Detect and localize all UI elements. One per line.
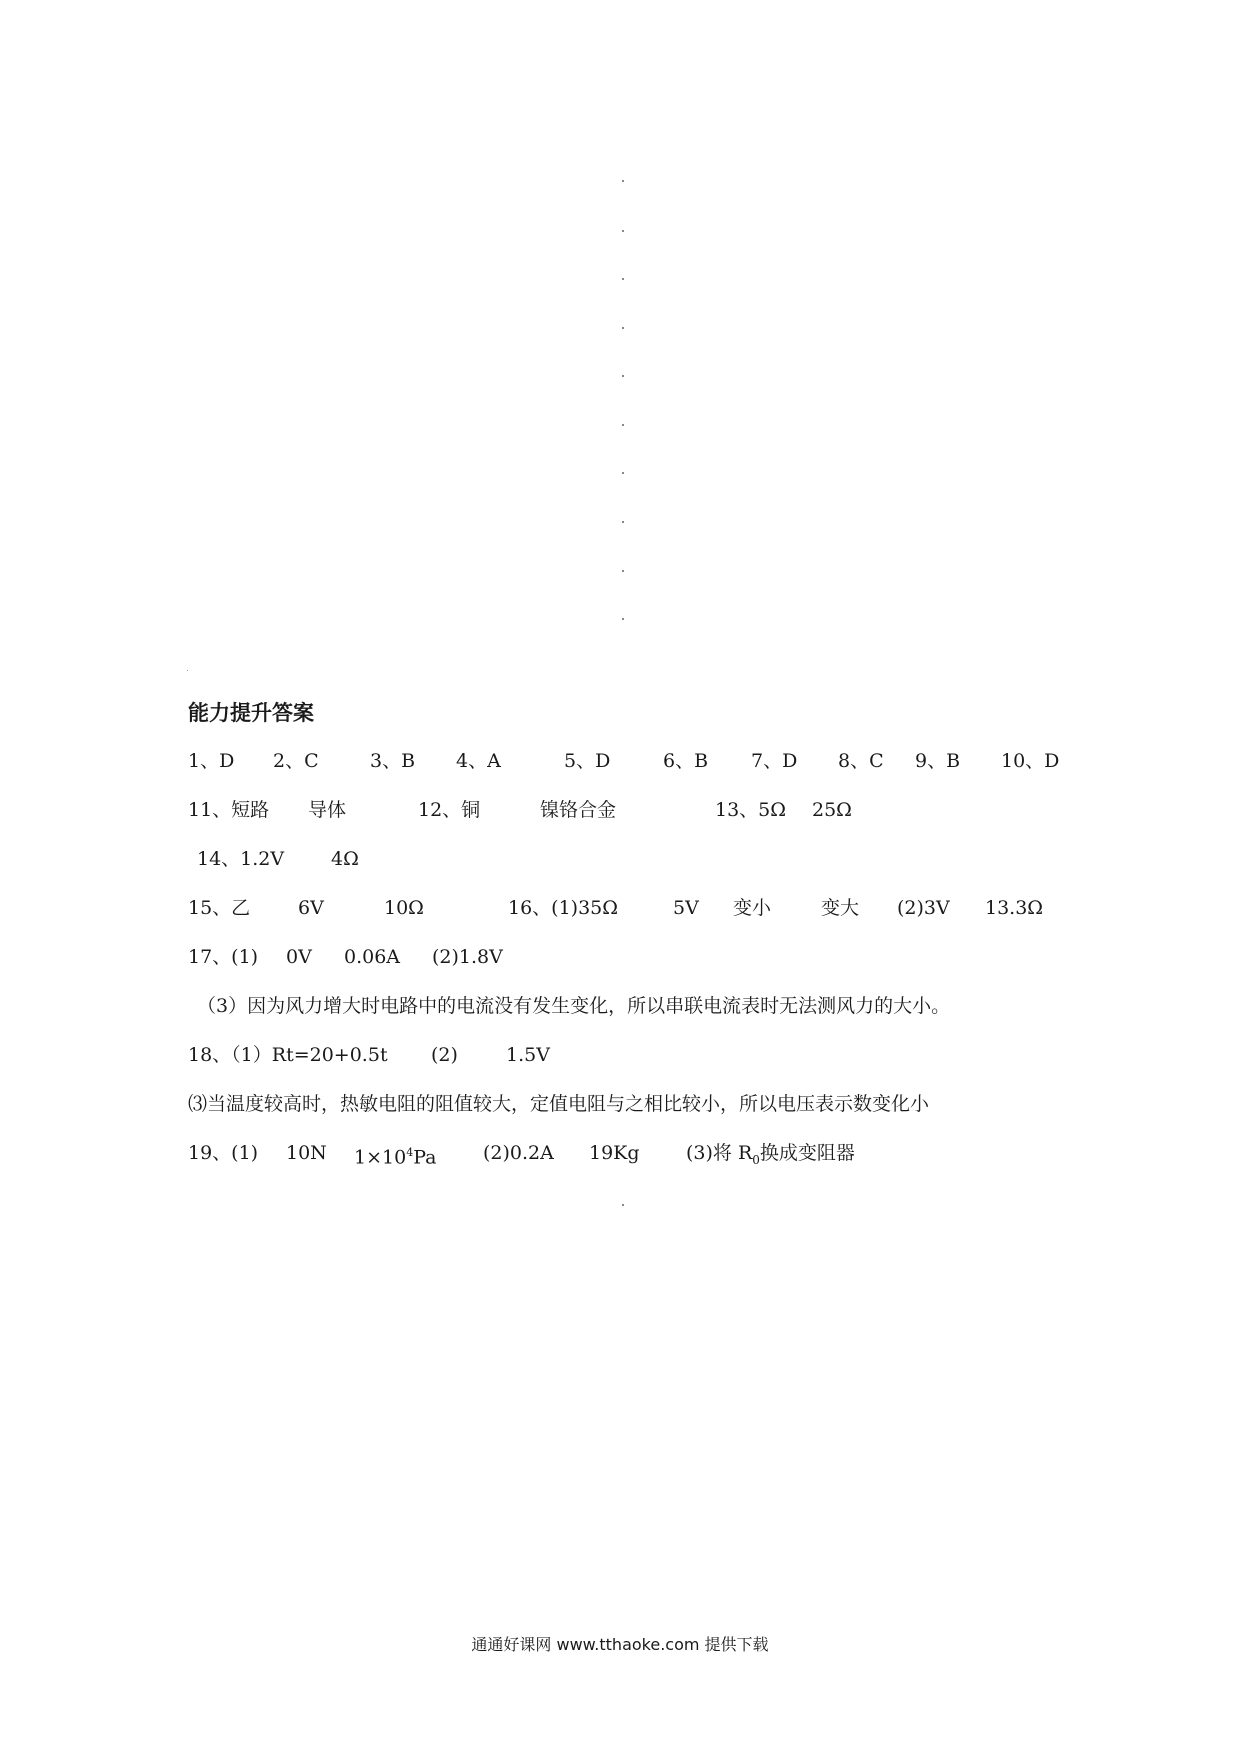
pressure-unit: Pa	[413, 1146, 437, 1169]
answer-item: 6、B	[663, 750, 709, 772]
answer-item: 4Ω	[331, 848, 359, 870]
answer-item: 0.06A	[344, 946, 401, 968]
answer-item: (2)1.8V	[432, 946, 503, 968]
resistor-subscript: 0	[752, 1152, 760, 1167]
answer-section	[188, 698, 1068, 1169]
answer-item: 7、D	[751, 750, 798, 772]
answer-item-resistor	[686, 1138, 855, 1175]
dot-marker	[622, 327, 624, 329]
dot-marker	[622, 375, 624, 377]
answer-item: 5V	[673, 897, 699, 919]
answer-item: 19Kg	[589, 1142, 640, 1164]
dot-marker	[622, 472, 624, 474]
answer-item: 5、D	[564, 750, 611, 772]
answer-item: 镍铬合金	[540, 799, 617, 821]
dot-marker	[622, 278, 624, 280]
pressure-base: 1×10	[354, 1146, 407, 1169]
answer-item: 18、（1）Rt=20+0.5t	[188, 1044, 388, 1066]
answer-item: 导体	[308, 799, 347, 821]
answer-item: (2)3V	[897, 897, 950, 919]
answer-item: 13.3Ω	[985, 897, 1044, 919]
answer-item: 8、C	[838, 750, 884, 772]
resistor-suffix: 换成变阻器	[759, 1142, 855, 1164]
answer-item: 12、铜	[418, 799, 481, 821]
answer-item: 17、(1)	[188, 946, 259, 968]
answer-item: 4、A	[456, 750, 501, 772]
answer-item: 1.5V	[506, 1044, 550, 1066]
answer-item: 14、1.2V	[197, 848, 285, 870]
answer-item: 变大	[821, 897, 860, 919]
answer-item: 10N	[286, 1142, 327, 1164]
section-heading: 能力提升答案	[188, 701, 314, 725]
answer-item: 2、C	[273, 750, 319, 772]
answer-text: （3）因为风力增大时电路中的电流没有发生变化，所以串联电流表时无法测风力的大小。	[197, 995, 951, 1017]
dot-marker	[622, 570, 624, 572]
answer-item: 0V	[286, 946, 312, 968]
answer-item: 25Ω	[812, 799, 852, 821]
answer-item: 9、B	[915, 750, 961, 772]
dot-marker	[622, 618, 624, 620]
answer-text: ⑶当温度较高时，热敏电阻的阻值较大，定值电阻与之相比较小，所以电压表示数变化小	[188, 1093, 930, 1115]
dot-marker	[622, 521, 624, 523]
dot-marker	[622, 230, 624, 232]
answer-item: 10、D	[1001, 750, 1060, 772]
answer-item: 10Ω	[384, 897, 424, 919]
answer-item: 1、D	[188, 750, 235, 772]
answer-item: 16、(1)35Ω	[508, 897, 619, 919]
answer-item: 13、5Ω	[715, 799, 787, 821]
answer-item: (2)0.2A	[483, 1142, 554, 1164]
resistor-prefix: (3)将 R	[686, 1142, 753, 1164]
answer-item: 19、(1)	[188, 1142, 259, 1164]
dot-marker	[622, 1204, 624, 1206]
footer-text: 通通好课网 www.tthaoke.com 提供下载	[471, 1635, 769, 1654]
dot-marker	[622, 424, 624, 426]
answer-item: 变小	[733, 897, 772, 919]
dot-marker	[622, 180, 624, 182]
answer-item: 6V	[298, 897, 324, 919]
pressure-exponent: 4	[406, 1146, 414, 1159]
answer-item: 3、B	[370, 750, 416, 772]
answer-item: 15、乙	[188, 897, 251, 919]
answer-item: (2)	[431, 1044, 458, 1066]
stray-mark	[187, 670, 188, 671]
answer-item: 11、短路	[188, 799, 270, 821]
answer-item-pressure	[354, 1138, 436, 1172]
